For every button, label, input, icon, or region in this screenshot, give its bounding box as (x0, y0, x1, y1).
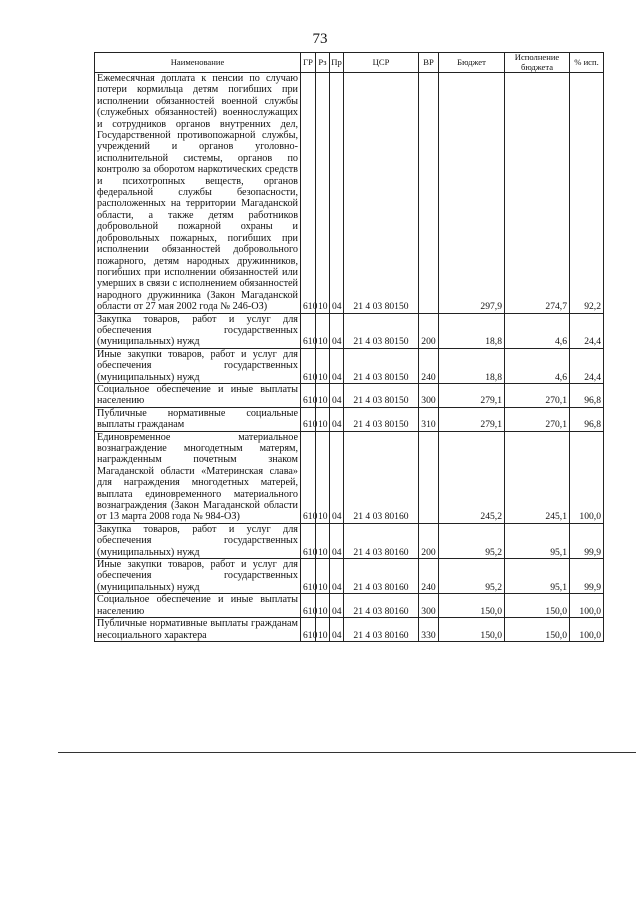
cell-rz: 10 (316, 348, 330, 383)
header-pr: Пр (330, 53, 344, 73)
cell-budget: 150,0 (439, 618, 505, 642)
cell-csr: 21 4 03 80160 (344, 618, 419, 642)
cell-execution: 270,1 (505, 407, 570, 431)
cell-name: Публичные нормативные выплаты гражданам несоциального характера (95, 618, 301, 642)
bottom-rule (58, 752, 636, 753)
cell-pr: 04 (330, 348, 344, 383)
cell-vr (419, 73, 439, 314)
table-row (95, 523, 604, 558)
header-name: Наименование (95, 53, 301, 73)
cell-pr: 04 (330, 559, 344, 594)
cell-execution: 274,7 (505, 73, 570, 314)
cell-vr: 300 (419, 594, 439, 618)
cell-pr: 04 (330, 313, 344, 348)
cell-execution: 150,0 (505, 618, 570, 642)
cell-pr: 04 (330, 431, 344, 523)
cell-rz: 10 (316, 383, 330, 407)
cell-budget: 279,1 (439, 383, 505, 407)
cell-budget: 245,2 (439, 431, 505, 523)
header-execution: Исполнение бюджета (505, 53, 570, 73)
cell-budget: 150,0 (439, 594, 505, 618)
table-row (95, 313, 604, 348)
budget-table (94, 52, 604, 642)
header-csr: ЦСР (344, 53, 419, 73)
cell-percent: 100,0 (570, 594, 604, 618)
cell-vr: 300 (419, 383, 439, 407)
cell-gr: 610 (301, 407, 316, 431)
table-row (95, 383, 604, 407)
header-vr: ВР (419, 53, 439, 73)
table-header-row (95, 53, 604, 73)
cell-vr (419, 431, 439, 523)
cell-csr: 21 4 03 80150 (344, 73, 419, 314)
cell-rz: 10 (316, 431, 330, 523)
cell-rz: 10 (316, 313, 330, 348)
cell-name: Единовременное материальное вознаграждение многодетным матерям, награжденным почетным знаком Магаданской области «Материнская слава» для награждения многодетных матерей, выплата единовременного материального вознаграждения (Закон Магаданской области от 13 марта 2008 года № 984-ОЗ) (95, 431, 301, 523)
cell-name: Ежемесячная доплата к пенсии по случаю потери кормильца детям погибших при исполнении обязанностей военной службы (служебных обязанностей) военнослужащих и сотрудников органов внутренних дел, Государственной противопожарной службы, учреждений и органов уголовно-исполнительной системы, органов по контролю за оборотом наркотических средств и психотропных веществ, органов федеральной службы безопасности, расположенных на территории Магаданской области, а также детям работников добровольной пожарной охраны и добровольных пожарных, погибших при исполнении обязанностей добровольного пожарного, детям народных дружинников, погибших при исполнении обязанностей или умерших в связи с исполнением обязанностей народного дружинника (Закон Магаданской области от 27 мая 2002 года № 246-ОЗ) (95, 73, 301, 314)
table-row (95, 348, 604, 383)
cell-pr: 04 (330, 594, 344, 618)
cell-csr: 21 4 03 80160 (344, 559, 419, 594)
table-row (95, 559, 604, 594)
cell-percent: 100,0 (570, 618, 604, 642)
cell-csr: 21 4 03 80150 (344, 383, 419, 407)
cell-name: Иные закупки товаров, работ и услуг для обеспечения государственных (муниципальных) нужд (95, 348, 301, 383)
cell-gr: 610 (301, 594, 316, 618)
cell-budget: 95,2 (439, 559, 505, 594)
table-row (95, 73, 604, 314)
cell-rz: 10 (316, 594, 330, 618)
table-row (95, 431, 604, 523)
cell-csr: 21 4 03 80160 (344, 594, 419, 618)
cell-percent: 96,8 (570, 407, 604, 431)
cell-execution: 4,6 (505, 348, 570, 383)
cell-budget: 18,8 (439, 348, 505, 383)
cell-name: Публичные нормативные социальные выплаты гражданам (95, 407, 301, 431)
cell-budget: 18,8 (439, 313, 505, 348)
page-number: 73 (312, 31, 328, 47)
cell-percent: 99,9 (570, 559, 604, 594)
cell-rz: 10 (316, 73, 330, 314)
cell-execution: 4,6 (505, 313, 570, 348)
cell-rz: 10 (316, 618, 330, 642)
table-row (95, 594, 604, 618)
cell-csr: 21 4 03 80150 (344, 407, 419, 431)
cell-gr: 610 (301, 348, 316, 383)
cell-gr: 610 (301, 313, 316, 348)
cell-csr: 21 4 03 80150 (344, 348, 419, 383)
cell-vr: 240 (419, 559, 439, 594)
cell-vr: 310 (419, 407, 439, 431)
cell-execution: 95,1 (505, 559, 570, 594)
cell-gr: 610 (301, 618, 316, 642)
cell-pr: 04 (330, 407, 344, 431)
cell-name: Социальное обеспечение и иные выплаты населению (95, 383, 301, 407)
cell-vr: 200 (419, 313, 439, 348)
cell-pr: 04 (330, 523, 344, 558)
cell-csr: 21 4 03 80150 (344, 313, 419, 348)
cell-rz: 10 (316, 407, 330, 431)
cell-name: Иные закупки товаров, работ и услуг для обеспечения государственных (муниципальных) нужд (95, 559, 301, 594)
cell-csr: 21 4 03 80160 (344, 523, 419, 558)
header-gr: ГР (301, 53, 316, 73)
cell-gr: 610 (301, 383, 316, 407)
cell-percent: 24,4 (570, 348, 604, 383)
cell-execution: 95,1 (505, 523, 570, 558)
header-rz: Рз (316, 53, 330, 73)
cell-name: Закупка товаров, работ и услуг для обеспечения государственных (муниципальных) нужд (95, 523, 301, 558)
cell-pr: 04 (330, 383, 344, 407)
header-percent: % исп. (570, 53, 604, 73)
table-row (95, 618, 604, 642)
cell-vr: 330 (419, 618, 439, 642)
cell-percent: 99,9 (570, 523, 604, 558)
cell-name: Социальное обеспечение и иные выплаты населению (95, 594, 301, 618)
cell-budget: 95,2 (439, 523, 505, 558)
cell-pr: 04 (330, 73, 344, 314)
cell-vr: 240 (419, 348, 439, 383)
cell-execution: 270,1 (505, 383, 570, 407)
cell-percent: 100,0 (570, 431, 604, 523)
cell-pr: 04 (330, 618, 344, 642)
cell-csr: 21 4 03 80160 (344, 431, 419, 523)
cell-gr: 610 (301, 73, 316, 314)
cell-percent: 96,8 (570, 383, 604, 407)
cell-percent: 92,2 (570, 73, 604, 314)
cell-name: Закупка товаров, работ и услуг для обеспечения государственных (муниципальных) нужд (95, 313, 301, 348)
cell-gr: 610 (301, 431, 316, 523)
cell-budget: 279,1 (439, 407, 505, 431)
cell-rz: 10 (316, 523, 330, 558)
cell-percent: 24,4 (570, 313, 604, 348)
cell-execution: 150,0 (505, 594, 570, 618)
cell-rz: 10 (316, 559, 330, 594)
header-budget: Бюджет (439, 53, 505, 73)
cell-gr: 610 (301, 559, 316, 594)
cell-budget: 297,9 (439, 73, 505, 314)
cell-vr: 200 (419, 523, 439, 558)
cell-execution: 245,1 (505, 431, 570, 523)
cell-gr: 610 (301, 523, 316, 558)
table-row (95, 407, 604, 431)
